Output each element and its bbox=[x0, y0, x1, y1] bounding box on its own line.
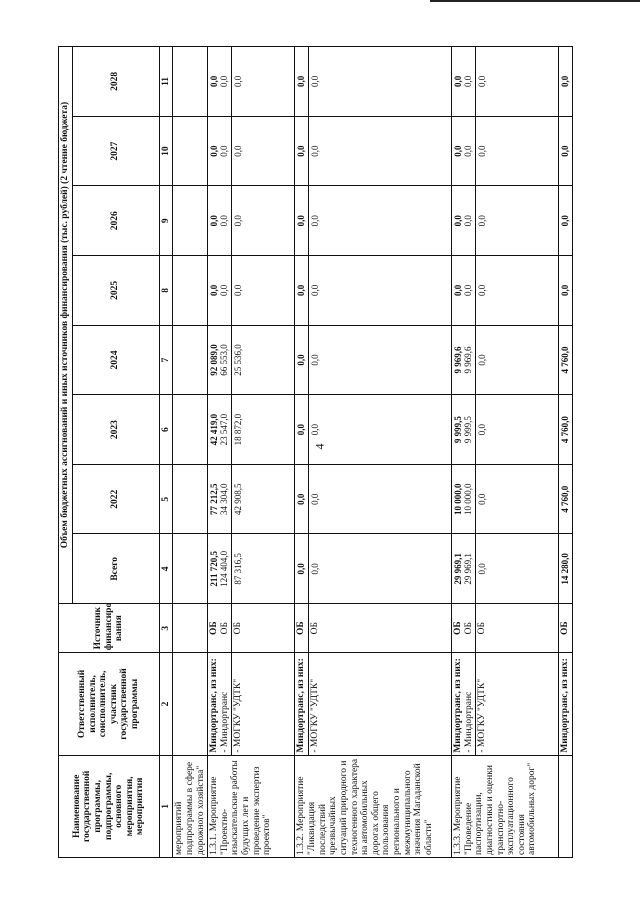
row-total: 0,0 bbox=[476, 534, 559, 604]
row-source: ОБ bbox=[559, 604, 573, 653]
row-source: ОБ bbox=[232, 604, 295, 653]
val-sub: 10 000,0 bbox=[463, 483, 474, 515]
row-name: 1.3.1. Мероприятие "Проектно-изыскательские работы будущих лет и проведение экспертиз проектов" bbox=[208, 755, 295, 857]
table-row bbox=[208, 47, 232, 858]
row-name: 1.3.3. Мероприятие "Проведение паспортизации, диагностики и оценки транспортно-эксплуатационного состояния автомобильных дорог" bbox=[452, 755, 559, 857]
row-total: 87 316,5 bbox=[232, 534, 295, 604]
row-source bbox=[173, 604, 208, 653]
financing-table bbox=[58, 46, 573, 858]
val-sub: 29 969,1 bbox=[463, 553, 474, 585]
table-row bbox=[295, 47, 309, 858]
row-2022 bbox=[208, 464, 232, 534]
row-2025: 0,0 bbox=[476, 256, 559, 326]
col-num-4: 4 bbox=[159, 534, 173, 604]
source-sub: ОБ bbox=[219, 622, 230, 635]
col-num-7: 7 bbox=[159, 325, 173, 395]
row-source: ОБ bbox=[309, 604, 452, 653]
executor-main: Миндортранс, из них: bbox=[209, 658, 220, 753]
row-total: 0,0 bbox=[309, 534, 452, 604]
row-2026 bbox=[452, 186, 476, 256]
val-main: 0,0 bbox=[209, 284, 220, 296]
col-num-2: 2 bbox=[159, 653, 173, 755]
row-2027 bbox=[208, 116, 232, 186]
header-year-2023: 2023 bbox=[72, 395, 159, 465]
row-executor: - МОГКУ "УДТК" bbox=[309, 653, 452, 755]
row-2024 bbox=[452, 325, 476, 395]
row-source: ОБ bbox=[476, 604, 559, 653]
row-total: 0,0 bbox=[295, 534, 309, 604]
row-2024: 0,0 bbox=[309, 325, 452, 395]
val-sub: 0,0 bbox=[219, 284, 230, 296]
row-executor: - МОГКУ "УДТК" bbox=[232, 653, 295, 755]
row-2026 bbox=[208, 186, 232, 256]
row-2025 bbox=[452, 256, 476, 326]
val-main: 0,0 bbox=[209, 215, 220, 227]
row-executor: - МОГКУ "УДТК" bbox=[476, 653, 559, 755]
table-row bbox=[476, 47, 559, 858]
val-sub: 9 969,6 bbox=[463, 346, 474, 374]
row-2027: 0,0 bbox=[295, 116, 309, 186]
header-source: Источник финансиро вания bbox=[59, 604, 160, 653]
row-2028: 0,0 bbox=[295, 47, 309, 117]
row-2024 bbox=[208, 325, 232, 395]
header-year-2022: 2022 bbox=[72, 464, 159, 534]
executor-main: Миндортранс, из них: bbox=[453, 658, 463, 753]
row-2024: 0,0 bbox=[476, 325, 559, 395]
val-sub: 0,0 bbox=[463, 284, 474, 296]
row-total bbox=[173, 534, 208, 604]
val-main: 0,0 bbox=[453, 284, 463, 296]
top-rule bbox=[430, 0, 640, 2]
col-num-8: 8 bbox=[159, 256, 173, 326]
row-2024: 0,0 bbox=[295, 325, 309, 395]
row-2023: 4 760,0 bbox=[559, 395, 573, 465]
row-2023: 18 872,0 bbox=[232, 395, 295, 465]
row-2022 bbox=[452, 464, 476, 534]
row-name bbox=[559, 755, 573, 857]
row-2025: 0,0 bbox=[559, 256, 573, 326]
table-row bbox=[452, 47, 476, 858]
source-sub: ОБ bbox=[463, 622, 474, 635]
row-2028: 0,0 bbox=[309, 47, 452, 117]
val-main: 10 000,0 bbox=[453, 483, 463, 515]
val-sub: 0,0 bbox=[219, 215, 230, 227]
header-year-2024: 2024 bbox=[72, 325, 159, 395]
val-main: 29 969,1 bbox=[453, 553, 463, 585]
rotated-table-wrapper bbox=[58, 46, 571, 858]
row-2028: 0,0 bbox=[559, 47, 573, 117]
table-row bbox=[232, 47, 295, 858]
row-2028: 0,0 bbox=[232, 47, 295, 117]
source-main: ОБ bbox=[453, 621, 463, 636]
val-main: 9 999,5 bbox=[453, 416, 463, 444]
row-name: 1.3.2. Мероприятие "Ликвидация последствий чрезвычайных ситуаций природного и техногенного характера на автомобильных дорогах общего пользования регионального и межмуниципального значения Магаданской области" bbox=[295, 755, 452, 857]
col-num-9: 9 bbox=[159, 186, 173, 256]
val-sub: 0,0 bbox=[463, 145, 474, 157]
header-year-2027: 2027 bbox=[72, 116, 159, 186]
table-row bbox=[309, 47, 452, 858]
header-year-2026: 2026 bbox=[72, 186, 159, 256]
row-2027 bbox=[452, 116, 476, 186]
val-sub: 23 547,0 bbox=[219, 413, 230, 446]
table-row bbox=[173, 47, 208, 858]
val-main: 77 212,5 bbox=[209, 483, 220, 515]
row-2023 bbox=[452, 395, 476, 465]
row-2028 bbox=[173, 47, 208, 117]
row-source: ОБ bbox=[295, 604, 309, 653]
row-2027: 0,0 bbox=[476, 116, 559, 186]
page-number: 4 bbox=[312, 443, 327, 450]
val-sub: 9 999,5 bbox=[463, 416, 474, 444]
row-2025: 0,0 bbox=[309, 256, 452, 326]
row-2026 bbox=[173, 186, 208, 256]
row-2027 bbox=[173, 116, 208, 186]
executor-sub: - Миндортранс bbox=[219, 691, 230, 753]
val-sub: 66 553,0 bbox=[219, 344, 230, 376]
table-row bbox=[559, 47, 573, 858]
val-main: 92 089,0 bbox=[209, 344, 220, 376]
row-executor bbox=[208, 653, 232, 755]
row-2027: 0,0 bbox=[232, 116, 295, 186]
val-main: 0,0 bbox=[209, 145, 220, 157]
header-name: Наименование государственной программы, подпрограммы, основного мероприятия, мероприятия bbox=[59, 755, 160, 857]
row-total bbox=[452, 534, 476, 604]
row-2023: 0,0 bbox=[309, 395, 452, 465]
row-executor: Миндортранс, из них: bbox=[295, 653, 309, 755]
val-main: 211 720,5 bbox=[209, 551, 220, 587]
header-total: Всего bbox=[72, 534, 159, 604]
val-sub: 0,0 bbox=[219, 145, 230, 157]
row-source bbox=[208, 604, 232, 653]
row-total bbox=[208, 534, 232, 604]
col-num-3: 3 bbox=[159, 604, 173, 653]
row-name: мероприятий подпрограммы в сфере дорожного хозяйства" bbox=[173, 755, 208, 857]
row-executor: Миндортранс, из них: bbox=[559, 653, 573, 755]
row-2023: 0,0 bbox=[476, 395, 559, 465]
row-2026: 0,0 bbox=[559, 186, 573, 256]
row-2024: 4 760,0 bbox=[559, 325, 573, 395]
row-2022 bbox=[173, 464, 208, 534]
row-2027: 0,0 bbox=[559, 116, 573, 186]
header-volume: Объем бюджетных ассигнований и иных источников финансирования (тыс. рублей) (2 чтение бюджета) bbox=[59, 47, 73, 604]
row-2026: 0,0 bbox=[295, 186, 309, 256]
row-2022: 0,0 bbox=[309, 464, 452, 534]
row-2027: 0,0 bbox=[309, 116, 452, 186]
col-num-10: 10 bbox=[159, 116, 173, 186]
header-year-2028: 2028 bbox=[72, 47, 159, 117]
val-sub: 0,0 bbox=[463, 75, 474, 88]
row-2026: 0,0 bbox=[232, 186, 295, 256]
val-main: 9 969,6 bbox=[453, 346, 463, 374]
val-sub: 34 304,0 bbox=[219, 483, 230, 515]
row-2023 bbox=[208, 395, 232, 465]
row-executor bbox=[173, 653, 208, 755]
row-total: 14 280,0 bbox=[559, 534, 573, 604]
row-2025: 0,0 bbox=[295, 256, 309, 326]
val-sub: 0,0 bbox=[219, 75, 230, 88]
val-sub: 0,0 bbox=[463, 215, 474, 227]
row-2026: 0,0 bbox=[309, 186, 452, 256]
row-2028 bbox=[452, 47, 476, 117]
val-main: 0,0 bbox=[453, 145, 463, 157]
col-num-11: 11 bbox=[159, 47, 173, 117]
row-executor bbox=[452, 653, 476, 755]
row-2025: 0,0 bbox=[232, 256, 295, 326]
row-2025 bbox=[173, 256, 208, 326]
header-executor: Ответственный исполнитель, соисполнитель, участник государственной программы bbox=[59, 653, 160, 755]
row-2024: 25 536,0 bbox=[232, 325, 295, 395]
row-2023: 0,0 bbox=[295, 395, 309, 465]
val-main: 0,0 bbox=[209, 75, 220, 88]
row-2022: 0,0 bbox=[295, 464, 309, 534]
col-num-5: 5 bbox=[159, 464, 173, 534]
col-num-1: 1 bbox=[159, 755, 173, 857]
val-main: 0,0 bbox=[453, 75, 463, 88]
executor-sub: - Миндортранс bbox=[463, 691, 474, 753]
header-year-2025: 2025 bbox=[72, 256, 159, 326]
val-sub: 124 404,0 bbox=[219, 550, 230, 587]
row-2022: 4 760,0 bbox=[559, 464, 573, 534]
row-2022: 0,0 bbox=[476, 464, 559, 534]
col-num-6: 6 bbox=[159, 395, 173, 465]
row-2023 bbox=[173, 395, 208, 465]
row-2026: 0,0 bbox=[476, 186, 559, 256]
row-2022: 42 908,5 bbox=[232, 464, 295, 534]
val-main: 0,0 bbox=[453, 215, 463, 227]
row-2028: 0,0 bbox=[476, 47, 559, 117]
source-main: ОБ bbox=[209, 621, 220, 636]
row-source bbox=[452, 604, 476, 653]
row-2025 bbox=[208, 256, 232, 326]
row-2028 bbox=[208, 47, 232, 117]
val-main: 42 419,0 bbox=[209, 413, 220, 446]
row-2024 bbox=[173, 325, 208, 395]
